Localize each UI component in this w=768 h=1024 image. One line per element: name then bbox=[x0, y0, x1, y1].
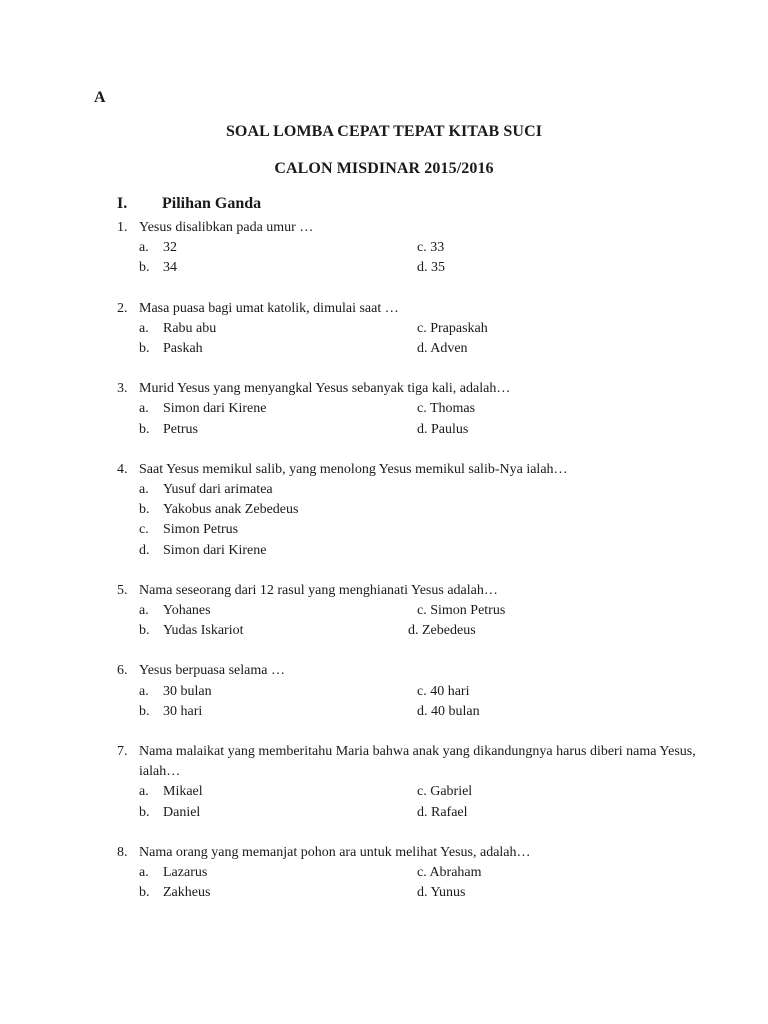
option-d: d. Simon dari Kirene bbox=[139, 542, 267, 558]
option-b: b. 30 hari bbox=[139, 703, 203, 719]
answer-options bbox=[117, 238, 697, 278]
option-a: a. Simon dari Kirene bbox=[139, 401, 267, 417]
option-b: b. 34 bbox=[139, 260, 177, 276]
answer-options bbox=[117, 601, 697, 641]
question-number: 8. bbox=[117, 844, 128, 860]
question-3 bbox=[117, 379, 697, 440]
option-c: c. Gabriel bbox=[417, 784, 473, 800]
question-list bbox=[117, 218, 697, 923]
option-c: c. Thomas bbox=[417, 401, 476, 417]
option-a: a. Yohanes bbox=[139, 603, 211, 619]
option-a: a. 30 bulan bbox=[139, 683, 212, 699]
question-number: 3. bbox=[117, 381, 128, 397]
option-c: c. Simon Petrus bbox=[139, 522, 239, 538]
answer-options bbox=[117, 782, 697, 822]
option-b: b. Yudas Iskariot bbox=[139, 623, 244, 639]
option-a: a. Mikael bbox=[139, 784, 203, 800]
question-number: 7. bbox=[117, 744, 128, 760]
option-b: b. Paskah bbox=[139, 341, 203, 357]
option-d: d. 40 bulan bbox=[417, 703, 480, 719]
option-d: d. Zebedeus bbox=[408, 623, 476, 639]
section-number: I. bbox=[117, 195, 128, 212]
option-c: c. 40 hari bbox=[417, 683, 470, 699]
question-7 bbox=[117, 742, 697, 823]
option-c: c. 33 bbox=[417, 240, 445, 256]
answer-options bbox=[117, 399, 697, 439]
question-1 bbox=[117, 218, 697, 279]
question-number: 1. bbox=[117, 220, 128, 235]
question-text: Nama seseorang dari 12 rasul yang menghianati Yesus adalah… bbox=[139, 582, 498, 598]
section-title: Pilihan Ganda bbox=[162, 195, 262, 212]
option-a: a. 32 bbox=[139, 240, 177, 256]
option-d: d. Rafael bbox=[417, 804, 468, 820]
question-text: Nama malaikat yang memberitahu Maria bahwa anak yang dikandungnya harus diberi nama Yesus, ialah… bbox=[139, 744, 696, 780]
question-text: Yesus berpuasa selama … bbox=[139, 663, 285, 679]
question-text: Murid Yesus yang menyangkal Yesus sebanyak tiga kali, adalah… bbox=[139, 381, 511, 397]
document-subtitle: CALON MISDINAR 2015/2016 bbox=[274, 160, 494, 177]
option-d: d. Adven bbox=[417, 341, 468, 357]
question-number: 6. bbox=[117, 663, 128, 679]
question-number: 2. bbox=[117, 300, 128, 316]
question-text: Nama orang yang memanjat pohon ara untuk melihat Yesus, adalah… bbox=[139, 844, 531, 860]
answer-options bbox=[117, 319, 697, 359]
option-b: b. Petrus bbox=[139, 421, 198, 437]
section-heading bbox=[117, 195, 261, 213]
question-6 bbox=[117, 661, 697, 722]
option-a: a. Yusuf dari arimatea bbox=[139, 482, 273, 498]
option-a: a. Lazarus bbox=[139, 865, 208, 881]
question-4 bbox=[117, 460, 697, 561]
question-number: 4. bbox=[117, 461, 128, 477]
question-text: Yesus disalibkan pada umur … bbox=[139, 220, 314, 235]
option-b: b. Zakheus bbox=[139, 885, 211, 901]
option-c: c. Simon Petrus bbox=[417, 603, 506, 619]
answer-options bbox=[117, 480, 697, 561]
question-text: Saat Yesus memikul salib, yang menolong Yesus memikul salib-Nya ialah… bbox=[139, 461, 568, 477]
option-c: c. Prapaskah bbox=[417, 320, 488, 336]
option-b: b. Yakobus anak Zebedeus bbox=[139, 502, 299, 518]
answer-options bbox=[117, 682, 697, 722]
option-d: d. Paulus bbox=[417, 421, 469, 437]
question-number: 5. bbox=[117, 582, 128, 598]
option-c: c. Abraham bbox=[417, 865, 482, 881]
exam-version-label: A bbox=[94, 89, 106, 106]
answer-options bbox=[117, 863, 697, 903]
option-a: a. Rabu abu bbox=[139, 320, 217, 336]
question-text: Masa puasa bagi umat katolik, dimulai saat … bbox=[139, 300, 399, 316]
question-5 bbox=[117, 581, 697, 642]
option-d: d. 35 bbox=[417, 260, 445, 276]
question-8 bbox=[117, 843, 697, 904]
question-2 bbox=[117, 299, 697, 360]
option-d: d. Yunus bbox=[417, 885, 466, 901]
option-b: b. Daniel bbox=[139, 804, 201, 820]
document-title: SOAL LOMBA CEPAT TEPAT KITAB SUCI bbox=[225, 123, 543, 140]
